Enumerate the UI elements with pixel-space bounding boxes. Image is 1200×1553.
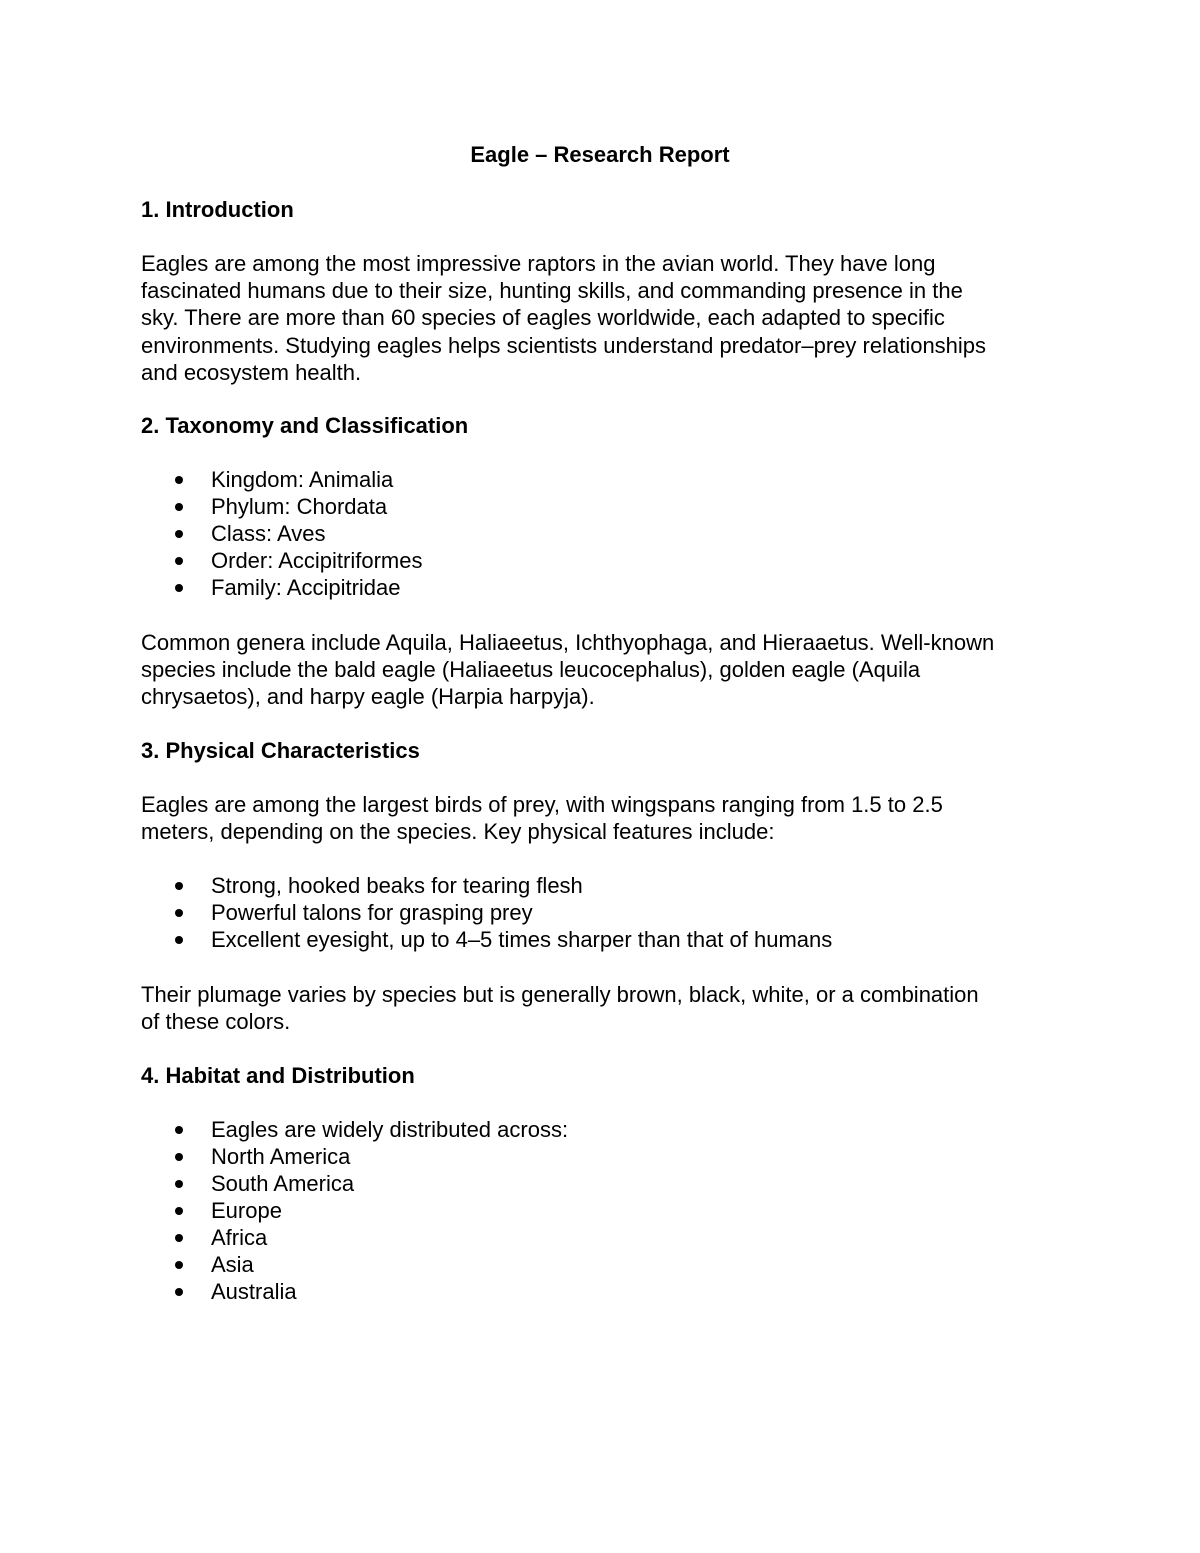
list-item: [141, 1251, 568, 1278]
bullet-icon: [175, 1288, 183, 1296]
list-item: [141, 466, 423, 493]
list-item-text: Kingdom: Animalia: [211, 467, 394, 492]
list-item: [141, 1197, 568, 1224]
list-item: [141, 574, 423, 601]
bullet-icon: [175, 557, 183, 565]
bullet-icon: [175, 1207, 183, 1215]
section-heading-habitat: 4. Habitat and Distribution: [141, 1063, 415, 1088]
bullet-icon: [175, 1153, 183, 1161]
paragraph-line: Eagles are among the most impressive raptors in the avian world. They have long: [141, 251, 936, 276]
list-item: [141, 520, 423, 547]
bullet-icon: [175, 503, 183, 511]
plumage-paragraph: [141, 981, 1071, 1035]
list-item-text: North America: [211, 1144, 351, 1169]
list-item: [141, 1143, 568, 1170]
list-item-text: Eagles are widely distributed across:: [211, 1117, 569, 1142]
bullet-icon: [175, 936, 183, 944]
paragraph-line: chrysaetos), and harpy eagle (Harpia harpyja).: [141, 684, 595, 710]
list-item: [141, 1116, 568, 1143]
paragraph-line: of these colors.: [141, 1009, 291, 1035]
list-item-text: Family: Accipitridae: [211, 575, 401, 600]
bullet-icon: [175, 1261, 183, 1269]
list-item-text: South America: [211, 1171, 355, 1196]
list-item-text: Excellent eyesight, up to 4–5 times sharper than that of humans: [211, 927, 833, 952]
paragraph-line: species include the bald eagle (Haliaeetus leucocephalus), golden eagle (Aquila: [141, 657, 921, 683]
bullet-icon: [175, 476, 183, 484]
list-item-text: Order: Accipitriformes: [211, 548, 423, 573]
paragraph-line: Their plumage varies by species but is generally brown, black, white, or a combination: [141, 982, 979, 1007]
list-item-text: Powerful talons for grasping prey: [211, 900, 533, 925]
habitat-list: [141, 1116, 568, 1305]
bullet-icon: [175, 530, 183, 538]
physical-features-list: [141, 872, 832, 953]
bullet-icon: [175, 1180, 183, 1188]
paragraph-line: sky. There are more than 60 species of eagles worldwide, each adapted to specific: [141, 305, 945, 331]
section-heading-physical-characteristics: 3. Physical Characteristics: [141, 738, 420, 763]
paragraph-line: fascinated humans due to their size, hunting skills, and commanding presence in the: [141, 278, 963, 304]
paragraph-line: Common genera include Aquila, Haliaeetus, Ichthyophaga, and Hieraaetus. Well-known: [141, 630, 995, 655]
paragraph-line: Eagles are among the largest birds of prey, with wingspans ranging from 1.5 to 2.5: [141, 792, 943, 817]
document-title: Eagle – Research Report: [470, 142, 730, 167]
list-item: [141, 1170, 568, 1197]
list-item: [141, 547, 423, 574]
physical-intro-paragraph: [141, 791, 1071, 845]
list-item: [141, 1278, 568, 1305]
bullet-icon: [175, 1234, 183, 1242]
list-item-text: Strong, hooked beaks for tearing flesh: [211, 873, 583, 898]
list-item-text: Asia: [211, 1252, 254, 1277]
paragraph-line: environments. Studying eagles helps scientists understand predator–prey relationships: [141, 332, 987, 358]
bullet-icon: [175, 882, 183, 890]
list-item-text: Australia: [211, 1279, 297, 1304]
paragraph-line: and ecosystem health.: [141, 359, 362, 385]
list-item-text: Phylum: Chordata: [211, 494, 388, 519]
bullet-icon: [175, 1126, 183, 1134]
list-item: [141, 926, 832, 953]
paragraph-line: meters, depending on the species. Key physical features include:: [141, 819, 775, 845]
list-item-text: Class: Aves: [211, 521, 326, 546]
list-item: [141, 493, 423, 520]
list-item: [141, 1224, 568, 1251]
list-item-text: Europe: [211, 1198, 282, 1223]
bullet-icon: [175, 909, 183, 917]
list-item-text: Africa: [211, 1225, 268, 1250]
genera-paragraph: [141, 629, 1071, 711]
taxonomy-list: [141, 466, 423, 601]
introduction-paragraph: [141, 250, 1071, 386]
bullet-icon: [175, 584, 183, 592]
list-item: [141, 899, 832, 926]
section-heading-introduction: 1. Introduction: [141, 197, 294, 222]
list-item: [141, 872, 832, 899]
section-heading-taxonomy: 2. Taxonomy and Classification: [141, 413, 469, 438]
